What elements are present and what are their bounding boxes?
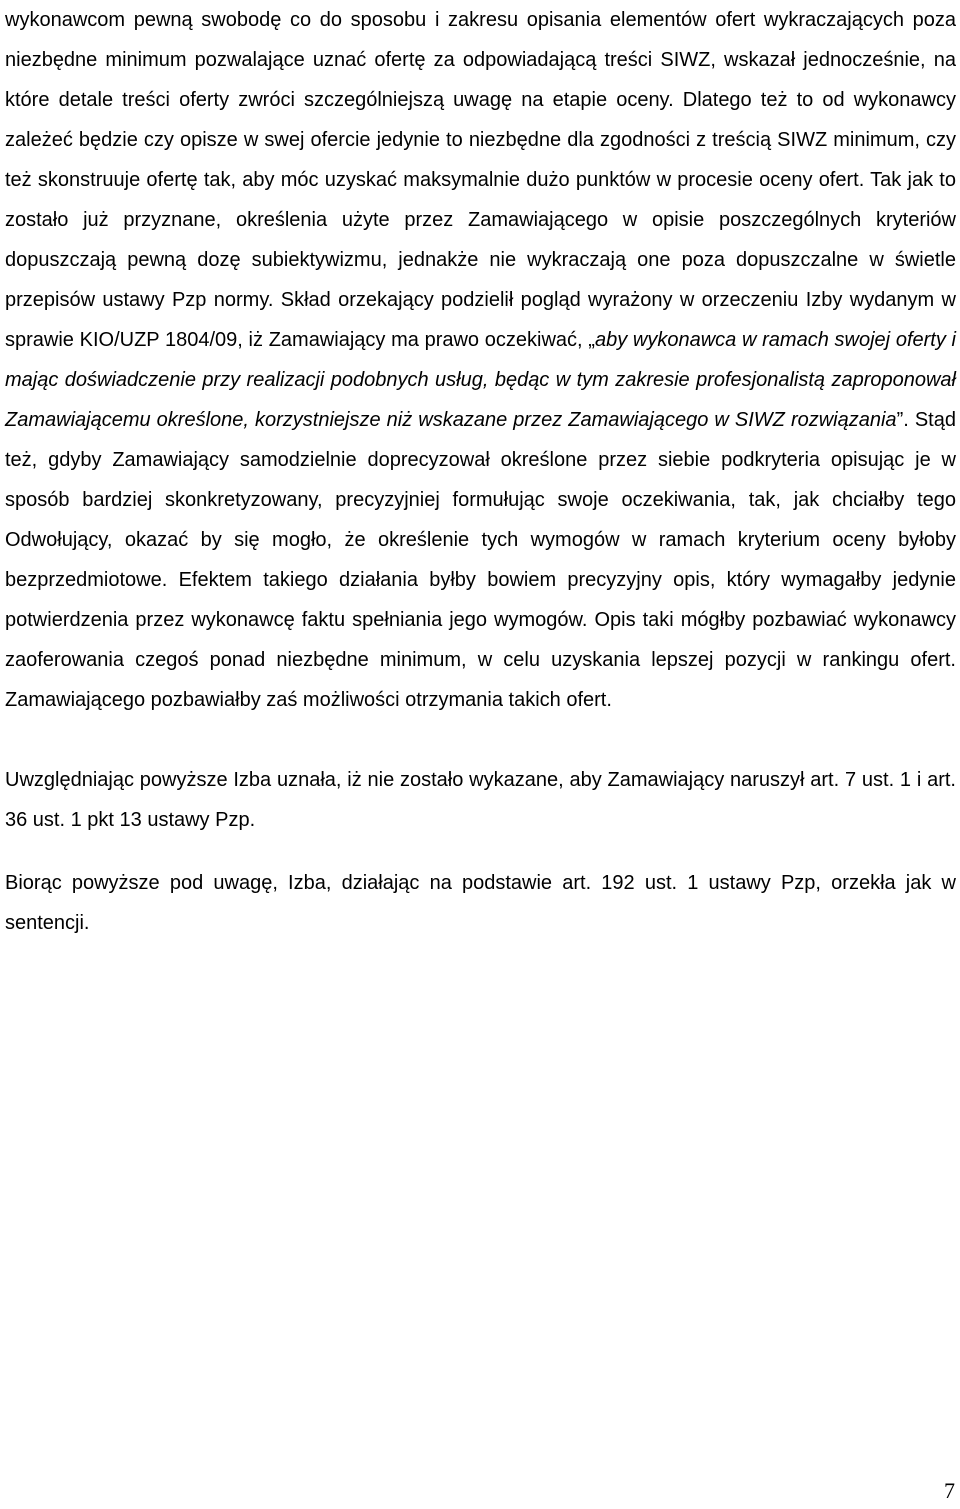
document-page (5, 0, 956, 943)
paragraph-conclusion: Uwzględniając powyższe Izba uznała, iż nie zostało wykazane, aby Zamawiający naruszył art. 7 ust. 1 i art. 36 ust. 1 pkt 13 ustawy Pzp. (5, 769, 956, 831)
page-number: 7 (944, 1478, 955, 1503)
paragraph-reasoning-text-after: ”. Stąd też, gdyby Zamawiający samodzielnie doprecyzował określone przez siebie podkryteria opisując je w sposób bardziej skonkretyzowany, precyzyjniej formułując swoje oczekiwania, tak, jak chciałby tego Odwołujący, okazać by się mogło, że określenie tych wymogów w ramach kryterium oceny byłoby bezprzedmiotowe. Efektem takiego działania byłby bowiem precyzyjny opis, który wymagałby jedynie potwierdzenia przez wykonawcę faktu spełniania jego wymogów. Opis taki mógłby pozbawiać wykonawcy zaoferowania czegoś ponad niezbędne minimum, w celu uzyskania lepszej pozycji w rankingu ofert. Zamawiającego pozbawiałby zaś możliwości otrzymania takich ofert. (5, 409, 956, 711)
quoted-ruling: aby wykonawca w ramach swojej oferty i mając doświadczenie przy realizacji podobnych usług, będąc w tym zakresie profesjonalistą zaproponował Zamawiającemu określone, korzystniejsze niż wskazane przez Zamawiającego w SIWZ rozwiązania (5, 329, 956, 431)
paragraph-reasoning (5, 0, 956, 720)
paragraph-reasoning-text-before: wykonawcom pewną swobodę co do sposobu i zakresu opisania elementów ofert wykraczających poza niezbędne minimum pozwalające uznać ofertę za odpowiadającą treści SIWZ, wskazał jednocześnie, na które detale treści oferty zwróci szczególniejszą uwagę na etapie oceny. Dlatego też to od wykonawcy zależeć będzie czy opisze w swej ofercie jedynie to niezbędne dla zgodności z treścią SIWZ minimum, czy też skonstruuje ofertę tak, aby móc uzyskać maksymalnie dużo punktów w procesie oceny ofert. Tak jak to zostało już przyznane, określenia użyte przez Zamawiającego w opisie poszczególnych kryteriów dopuszczają pewną dozę subiektywizmu, jednakże nie wykraczają one poza dopuszczalne w świetle przepisów ustawy Pzp normy. Skład orzekający podzielił pogląd wyrażony w orzeczeniu Izby wydanym w sprawie KIO/UZP 1804/09, iż Zamawiający ma prawo oczekiwać, „ (5, 9, 956, 351)
paragraph-ruling: Biorąc powyższe pod uwagę, Izba, działając na podstawie art. 192 ust. 1 ustawy Pzp, orzekła jak w sentencji. (5, 872, 956, 934)
